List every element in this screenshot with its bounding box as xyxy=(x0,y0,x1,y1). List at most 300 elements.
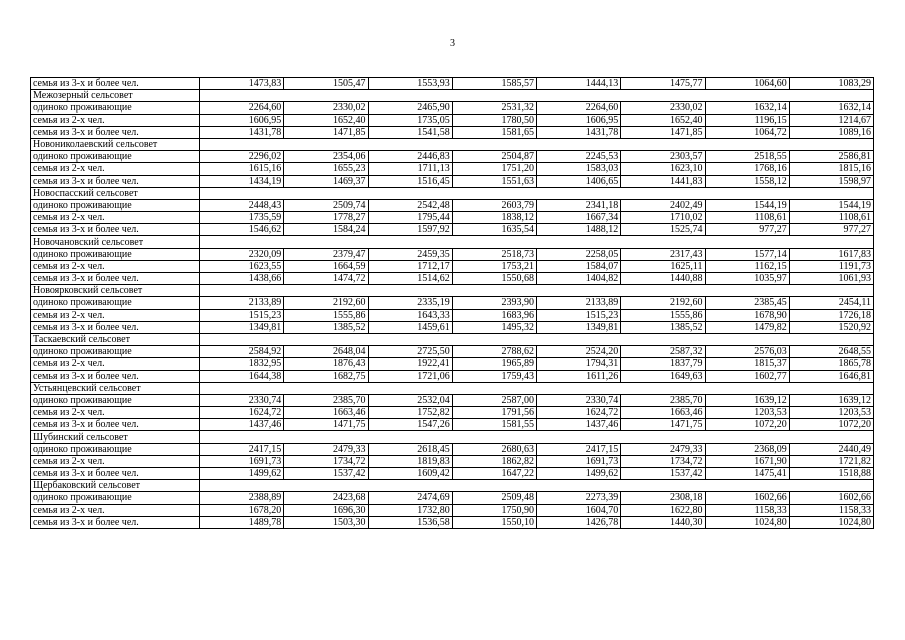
value-cell: 1606,95 xyxy=(200,114,284,126)
value-cell: 1649,63 xyxy=(621,370,705,382)
value-cell: 2354,06 xyxy=(284,151,368,163)
value-cell: 1622,80 xyxy=(621,504,705,516)
section-header-row xyxy=(31,187,874,199)
value-cell: 1541,58 xyxy=(368,126,452,138)
table-row xyxy=(31,492,874,504)
value-cell: 1471,75 xyxy=(621,419,705,431)
table-row xyxy=(31,407,874,419)
value-cell: 1780,50 xyxy=(452,114,536,126)
value-cell: 1550,68 xyxy=(452,273,536,285)
value-cell: 1440,88 xyxy=(621,273,705,285)
value-cell: 1473,83 xyxy=(200,78,284,90)
value-cell: 2648,04 xyxy=(284,346,368,358)
table-row xyxy=(31,248,874,260)
value-cell: 1089,16 xyxy=(789,126,873,138)
value-cell: 1655,23 xyxy=(284,163,368,175)
value-cell: 2725,50 xyxy=(368,346,452,358)
value-cell: 1516,45 xyxy=(368,175,452,187)
value-cell: 1696,30 xyxy=(284,504,368,516)
value-cell: 2423,68 xyxy=(284,492,368,504)
value-cell: 2330,02 xyxy=(284,102,368,114)
table-row xyxy=(31,151,874,163)
row-label: одиноко проживающие xyxy=(31,151,200,163)
value-cell: 1475,77 xyxy=(621,78,705,90)
section-header-row xyxy=(31,90,874,102)
table-row xyxy=(31,199,874,211)
value-cell: 1625,11 xyxy=(621,260,705,272)
value-cell: 1083,29 xyxy=(789,78,873,90)
value-cell: 2518,73 xyxy=(452,248,536,260)
value-cell: 1550,10 xyxy=(452,516,536,528)
value-cell: 2317,43 xyxy=(621,248,705,260)
value-cell: 2504,87 xyxy=(452,151,536,163)
row-label: семья из 2-х чел. xyxy=(31,407,200,419)
value-cell: 1555,86 xyxy=(621,309,705,321)
value-cell: 1518,88 xyxy=(789,468,873,480)
value-cell: 1632,14 xyxy=(705,102,789,114)
value-cell: 2509,48 xyxy=(452,492,536,504)
value-cell: 1623,10 xyxy=(621,163,705,175)
value-cell: 1795,44 xyxy=(368,212,452,224)
value-cell: 2330,74 xyxy=(200,394,284,406)
section-header-empty-cell xyxy=(200,382,874,394)
value-cell: 1691,73 xyxy=(537,455,621,467)
table-row xyxy=(31,516,874,528)
value-cell: 1544,19 xyxy=(789,199,873,211)
value-cell: 1606,95 xyxy=(537,114,621,126)
value-cell: 1035,97 xyxy=(705,273,789,285)
section-header-row xyxy=(31,382,874,394)
value-cell: 1623,55 xyxy=(200,260,284,272)
row-label: одиноко проживающие xyxy=(31,248,200,260)
value-cell: 1431,78 xyxy=(537,126,621,138)
row-label: семья из 3-х и более чел. xyxy=(31,273,200,285)
value-cell: 1431,78 xyxy=(200,126,284,138)
value-cell: 1406,65 xyxy=(537,175,621,187)
table-row xyxy=(31,370,874,382)
value-cell: 1832,95 xyxy=(200,358,284,370)
value-cell: 1604,70 xyxy=(537,504,621,516)
value-cell: 2459,35 xyxy=(368,248,452,260)
row-label: семья из 3-х и более чел. xyxy=(31,126,200,138)
table-row xyxy=(31,126,874,138)
row-label: семья из 3-х и более чел. xyxy=(31,516,200,528)
value-cell: 1583,03 xyxy=(537,163,621,175)
value-cell: 1158,33 xyxy=(789,504,873,516)
value-cell: 1667,34 xyxy=(537,212,621,224)
value-cell: 1520,92 xyxy=(789,321,873,333)
row-label: семья из 2-х чел. xyxy=(31,260,200,272)
value-cell: 1471,85 xyxy=(621,126,705,138)
value-cell: 1474,72 xyxy=(284,273,368,285)
value-cell: 2320,09 xyxy=(200,248,284,260)
value-cell: 1753,21 xyxy=(452,260,536,272)
value-cell: 1644,38 xyxy=(200,370,284,382)
section-title: Новоспасский сельсовет xyxy=(31,187,200,199)
section-header-empty-cell xyxy=(200,480,874,492)
tariff-table xyxy=(30,77,874,529)
value-cell: 1515,23 xyxy=(537,309,621,321)
section-title: Новоярковский сельсовет xyxy=(31,285,200,297)
table-row xyxy=(31,273,874,285)
value-cell: 1072,20 xyxy=(705,419,789,431)
value-cell: 2474,69 xyxy=(368,492,452,504)
value-cell: 1385,52 xyxy=(284,321,368,333)
value-cell: 1721,06 xyxy=(368,370,452,382)
row-label: семья из 2-х чел. xyxy=(31,163,200,175)
value-cell: 1602,66 xyxy=(789,492,873,504)
table-row xyxy=(31,260,874,272)
value-cell: 2385,70 xyxy=(284,394,368,406)
table-row xyxy=(31,321,874,333)
value-cell: 2465,90 xyxy=(368,102,452,114)
value-cell: 1791,56 xyxy=(452,407,536,419)
value-cell: 2479,33 xyxy=(284,443,368,455)
value-cell: 1349,81 xyxy=(537,321,621,333)
table-row xyxy=(31,212,874,224)
value-cell: 1426,78 xyxy=(537,516,621,528)
value-cell: 1555,86 xyxy=(284,309,368,321)
value-cell: 2587,00 xyxy=(452,394,536,406)
row-label: семья из 3-х и более чел. xyxy=(31,224,200,236)
section-header-empty-cell xyxy=(200,187,874,199)
value-cell: 2402,49 xyxy=(621,199,705,211)
value-cell: 2531,32 xyxy=(452,102,536,114)
value-cell: 1475,41 xyxy=(705,468,789,480)
value-cell: 2330,02 xyxy=(621,102,705,114)
value-cell: 1499,62 xyxy=(537,468,621,480)
value-cell: 1585,57 xyxy=(452,78,536,90)
value-cell: 1581,65 xyxy=(452,126,536,138)
section-title: Шубинский сельсовет xyxy=(31,431,200,443)
value-cell: 1024,80 xyxy=(789,516,873,528)
value-cell: 1108,61 xyxy=(789,212,873,224)
value-cell: 1876,43 xyxy=(284,358,368,370)
value-cell: 1441,83 xyxy=(621,175,705,187)
value-cell: 1438,66 xyxy=(200,273,284,285)
table-body xyxy=(31,78,874,529)
value-cell: 1471,85 xyxy=(284,126,368,138)
section-header-row xyxy=(31,138,874,150)
value-cell: 1525,74 xyxy=(621,224,705,236)
value-cell: 1536,58 xyxy=(368,516,452,528)
value-cell: 1602,66 xyxy=(705,492,789,504)
row-label: одиноко проживающие xyxy=(31,102,200,114)
value-cell: 2133,89 xyxy=(200,297,284,309)
value-cell: 1710,02 xyxy=(621,212,705,224)
value-cell: 2479,33 xyxy=(621,443,705,455)
value-cell: 1726,18 xyxy=(789,309,873,321)
table-row xyxy=(31,419,874,431)
value-cell: 1794,31 xyxy=(537,358,621,370)
section-header-empty-cell xyxy=(200,333,874,345)
section-title: Межозерный сельсовет xyxy=(31,90,200,102)
value-cell: 1691,73 xyxy=(200,455,284,467)
value-cell: 1514,62 xyxy=(368,273,452,285)
value-cell: 2192,60 xyxy=(621,297,705,309)
value-cell: 1598,97 xyxy=(789,175,873,187)
value-cell: 2245,53 xyxy=(537,151,621,163)
value-cell: 1815,16 xyxy=(789,163,873,175)
value-cell: 1639,12 xyxy=(789,394,873,406)
value-cell: 1469,37 xyxy=(284,175,368,187)
value-cell: 1734,72 xyxy=(621,455,705,467)
value-cell: 1505,47 xyxy=(284,78,368,90)
section-title: Новочановский сельсовет xyxy=(31,236,200,248)
value-cell: 1214,67 xyxy=(789,114,873,126)
value-cell: 1837,79 xyxy=(621,358,705,370)
value-cell: 2379,47 xyxy=(284,248,368,260)
value-cell: 2303,57 xyxy=(621,151,705,163)
value-cell: 1751,20 xyxy=(452,163,536,175)
row-label: семья из 2-х чел. xyxy=(31,455,200,467)
value-cell: 977,27 xyxy=(705,224,789,236)
value-cell: 2648,55 xyxy=(789,346,873,358)
row-label: семья из 2-х чел. xyxy=(31,358,200,370)
value-cell: 2542,48 xyxy=(368,199,452,211)
value-cell: 2586,81 xyxy=(789,151,873,163)
value-cell: 1196,15 xyxy=(705,114,789,126)
row-label: семья из 3-х и более чел. xyxy=(31,370,200,382)
value-cell: 2603,79 xyxy=(452,199,536,211)
row-label: семья из 3-х и более чел. xyxy=(31,321,200,333)
value-cell: 1678,20 xyxy=(200,504,284,516)
table-row xyxy=(31,78,874,90)
value-cell: 1191,73 xyxy=(789,260,873,272)
value-cell: 1072,20 xyxy=(789,419,873,431)
section-header-empty-cell xyxy=(200,138,874,150)
value-cell: 2532,04 xyxy=(368,394,452,406)
value-cell: 1682,75 xyxy=(284,370,368,382)
table-row xyxy=(31,224,874,236)
value-cell: 1385,52 xyxy=(621,321,705,333)
value-cell: 1759,43 xyxy=(452,370,536,382)
value-cell: 1664,59 xyxy=(284,260,368,272)
value-cell: 1735,05 xyxy=(368,114,452,126)
value-cell: 1624,72 xyxy=(537,407,621,419)
value-cell: 2192,60 xyxy=(284,297,368,309)
section-header-row xyxy=(31,431,874,443)
value-cell: 1819,83 xyxy=(368,455,452,467)
section-title: Щербаковский сельсовет xyxy=(31,480,200,492)
value-cell: 1617,83 xyxy=(789,248,873,260)
value-cell: 2576,03 xyxy=(705,346,789,358)
value-cell: 1503,30 xyxy=(284,516,368,528)
table-row xyxy=(31,443,874,455)
value-cell: 1643,33 xyxy=(368,309,452,321)
value-cell: 1499,62 xyxy=(200,468,284,480)
value-cell: 2368,09 xyxy=(705,443,789,455)
value-cell: 1440,30 xyxy=(621,516,705,528)
table-row xyxy=(31,309,874,321)
value-cell: 1537,42 xyxy=(284,468,368,480)
value-cell: 2587,32 xyxy=(621,346,705,358)
value-cell: 2440,49 xyxy=(789,443,873,455)
value-cell: 1061,93 xyxy=(789,273,873,285)
value-cell: 2417,15 xyxy=(200,443,284,455)
value-cell: 1683,96 xyxy=(452,309,536,321)
row-label: семья из 2-х чел. xyxy=(31,212,200,224)
value-cell: 1671,90 xyxy=(705,455,789,467)
value-cell: 1064,60 xyxy=(705,78,789,90)
value-cell: 1632,14 xyxy=(789,102,873,114)
value-cell: 977,27 xyxy=(789,224,873,236)
value-cell: 2454,11 xyxy=(789,297,873,309)
value-cell: 1537,42 xyxy=(621,468,705,480)
value-cell: 1581,55 xyxy=(452,419,536,431)
value-cell: 2388,89 xyxy=(200,492,284,504)
value-cell: 2385,45 xyxy=(705,297,789,309)
value-cell: 1678,90 xyxy=(705,309,789,321)
value-cell: 1663,46 xyxy=(621,407,705,419)
section-header-empty-cell xyxy=(200,285,874,297)
section-header-empty-cell xyxy=(200,431,874,443)
value-cell: 1652,40 xyxy=(621,114,705,126)
value-cell: 2417,15 xyxy=(537,443,621,455)
row-label: одиноко проживающие xyxy=(31,346,200,358)
row-label: семья из 2-х чел. xyxy=(31,309,200,321)
row-label: одиноко проживающие xyxy=(31,492,200,504)
value-cell: 1734,72 xyxy=(284,455,368,467)
value-cell: 1471,75 xyxy=(284,419,368,431)
table-row xyxy=(31,468,874,480)
value-cell: 1544,19 xyxy=(705,199,789,211)
row-label: семья из 3-х и более чел. xyxy=(31,78,200,90)
section-title: Устьянцевский сельсовет xyxy=(31,382,200,394)
value-cell: 1547,26 xyxy=(368,419,452,431)
value-cell: 1158,33 xyxy=(705,504,789,516)
value-cell: 1203,53 xyxy=(789,407,873,419)
table-row xyxy=(31,102,874,114)
value-cell: 1965,89 xyxy=(452,358,536,370)
value-cell: 1862,82 xyxy=(452,455,536,467)
value-cell: 1515,23 xyxy=(200,309,284,321)
value-cell: 1437,46 xyxy=(537,419,621,431)
row-label: одиноко проживающие xyxy=(31,199,200,211)
value-cell: 1546,62 xyxy=(200,224,284,236)
value-cell: 2133,89 xyxy=(537,297,621,309)
value-cell: 2518,55 xyxy=(705,151,789,163)
value-cell: 2509,74 xyxy=(284,199,368,211)
value-cell: 2330,74 xyxy=(537,394,621,406)
value-cell: 2341,18 xyxy=(537,199,621,211)
value-cell: 1646,81 xyxy=(789,370,873,382)
value-cell: 1024,80 xyxy=(705,516,789,528)
value-cell: 1577,14 xyxy=(705,248,789,260)
value-cell: 2308,18 xyxy=(621,492,705,504)
value-cell: 2680,63 xyxy=(452,443,536,455)
value-cell: 2258,05 xyxy=(537,248,621,260)
value-cell: 1584,24 xyxy=(284,224,368,236)
value-cell: 2264,60 xyxy=(537,102,621,114)
value-cell: 1553,93 xyxy=(368,78,452,90)
value-cell: 1635,54 xyxy=(452,224,536,236)
value-cell: 1663,46 xyxy=(284,407,368,419)
table-row xyxy=(31,163,874,175)
value-cell: 2264,60 xyxy=(200,102,284,114)
row-label: семья из 3-х и более чел. xyxy=(31,468,200,480)
value-cell: 1162,15 xyxy=(705,260,789,272)
value-cell: 1489,78 xyxy=(200,516,284,528)
value-cell: 1488,12 xyxy=(537,224,621,236)
table-row xyxy=(31,504,874,516)
value-cell: 2788,62 xyxy=(452,346,536,358)
page-number: 3 xyxy=(450,38,455,49)
value-cell: 2393,90 xyxy=(452,297,536,309)
value-cell: 1639,12 xyxy=(705,394,789,406)
section-header-row xyxy=(31,333,874,345)
row-label: одиноко проживающие xyxy=(31,297,200,309)
table-row xyxy=(31,455,874,467)
value-cell: 1437,46 xyxy=(200,419,284,431)
value-cell: 1778,27 xyxy=(284,212,368,224)
value-cell: 2273,39 xyxy=(537,492,621,504)
value-cell: 2335,19 xyxy=(368,297,452,309)
value-cell: 1721,82 xyxy=(789,455,873,467)
value-cell: 1865,78 xyxy=(789,358,873,370)
value-cell: 1711,13 xyxy=(368,163,452,175)
value-cell: 1434,19 xyxy=(200,175,284,187)
value-cell: 2296,02 xyxy=(200,151,284,163)
table-row xyxy=(31,114,874,126)
value-cell: 1551,63 xyxy=(452,175,536,187)
value-cell: 2524,20 xyxy=(537,346,621,358)
value-cell: 1495,32 xyxy=(452,321,536,333)
value-cell: 1349,81 xyxy=(200,321,284,333)
table-row xyxy=(31,346,874,358)
value-cell: 2448,43 xyxy=(200,199,284,211)
section-header-empty-cell xyxy=(200,90,874,102)
value-cell: 1611,26 xyxy=(537,370,621,382)
row-label: одиноко проживающие xyxy=(31,443,200,455)
value-cell: 1815,37 xyxy=(705,358,789,370)
value-cell: 1597,92 xyxy=(368,224,452,236)
table-row xyxy=(31,358,874,370)
value-cell: 1922,41 xyxy=(368,358,452,370)
value-cell: 1615,16 xyxy=(200,163,284,175)
value-cell: 1404,82 xyxy=(537,273,621,285)
table-row xyxy=(31,175,874,187)
value-cell: 1838,12 xyxy=(452,212,536,224)
row-label: семья из 3-х и более чел. xyxy=(31,419,200,431)
row-label: одиноко проживающие xyxy=(31,394,200,406)
value-cell: 1712,17 xyxy=(368,260,452,272)
value-cell: 1609,42 xyxy=(368,468,452,480)
section-header-row xyxy=(31,236,874,248)
value-cell: 1647,22 xyxy=(452,468,536,480)
value-cell: 2385,70 xyxy=(621,394,705,406)
value-cell: 1108,61 xyxy=(705,212,789,224)
value-cell: 1203,53 xyxy=(705,407,789,419)
row-label: семья из 2-х чел. xyxy=(31,114,200,126)
value-cell: 1602,77 xyxy=(705,370,789,382)
value-cell: 1732,80 xyxy=(368,504,452,516)
value-cell: 1479,82 xyxy=(705,321,789,333)
value-cell: 1752,82 xyxy=(368,407,452,419)
value-cell: 2618,45 xyxy=(368,443,452,455)
value-cell: 1459,61 xyxy=(368,321,452,333)
value-cell: 1768,16 xyxy=(705,163,789,175)
value-cell: 1064,72 xyxy=(705,126,789,138)
row-label: семья из 2-х чел. xyxy=(31,504,200,516)
table-row xyxy=(31,297,874,309)
value-cell: 2584,92 xyxy=(200,346,284,358)
table-row xyxy=(31,394,874,406)
value-cell: 1584,07 xyxy=(537,260,621,272)
section-header-row xyxy=(31,285,874,297)
value-cell: 1750,90 xyxy=(452,504,536,516)
row-label: семья из 3-х и более чел. xyxy=(31,175,200,187)
